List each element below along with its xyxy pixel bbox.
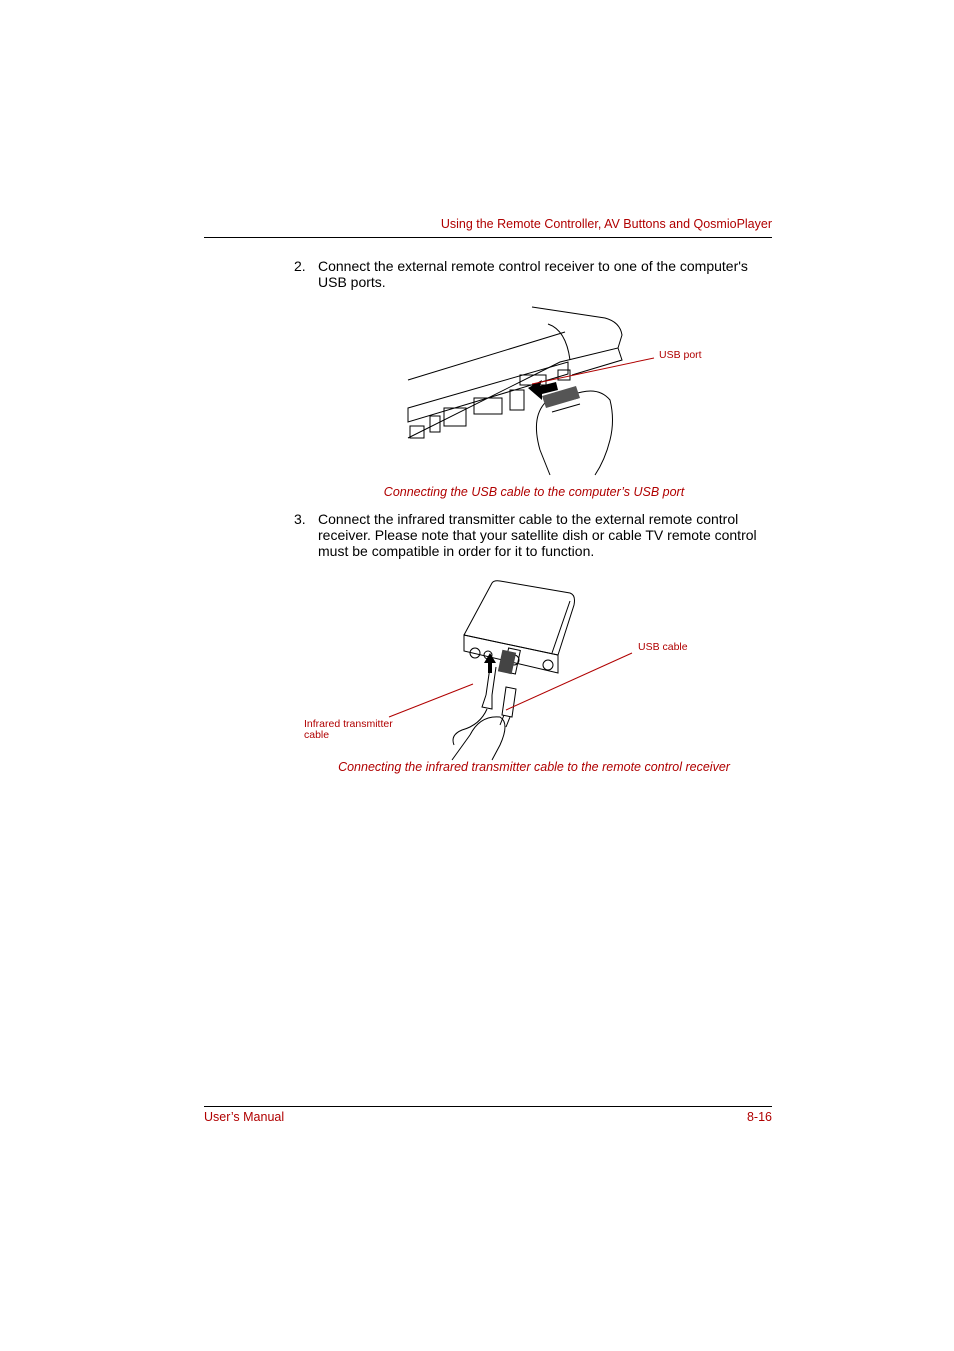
infrared-cable-callout: Infrared transmitter cable bbox=[304, 718, 393, 741]
usb-port-leader-line bbox=[530, 352, 670, 392]
figure-1-caption: Connecting the USB cable to the computer’s USB port bbox=[383, 485, 685, 499]
footer-rule bbox=[204, 1106, 772, 1107]
step-text: Connect the external remote control receiver to one of the computer's USB ports. bbox=[318, 258, 748, 290]
step-number: 2. bbox=[294, 258, 306, 274]
usb-cable-callout: USB cable bbox=[638, 641, 688, 653]
step-3 bbox=[294, 511, 774, 559]
footer-manual-title: User’s Manual bbox=[204, 1110, 285, 1124]
running-header: Using the Remote Controller, AV Buttons and QosmioPlayer bbox=[440, 217, 772, 231]
header-rule bbox=[204, 237, 772, 238]
page-number: 8-16 bbox=[746, 1110, 772, 1124]
step-text: Connect the infrared transmitter cable to the external remote control receiver. Please note that your satellite dish or cable TV remote control must be compatible in order for it to function. bbox=[318, 511, 757, 559]
step-number: 3. bbox=[294, 511, 306, 527]
infrared-cable-leader-line bbox=[385, 680, 485, 720]
step-2 bbox=[294, 258, 774, 290]
figure-2-caption: Connecting the infrared transmitter cable to the remote control receiver bbox=[338, 760, 730, 774]
usb-port-callout: USB port bbox=[659, 349, 702, 361]
usb-cable-leader-line bbox=[500, 650, 640, 720]
